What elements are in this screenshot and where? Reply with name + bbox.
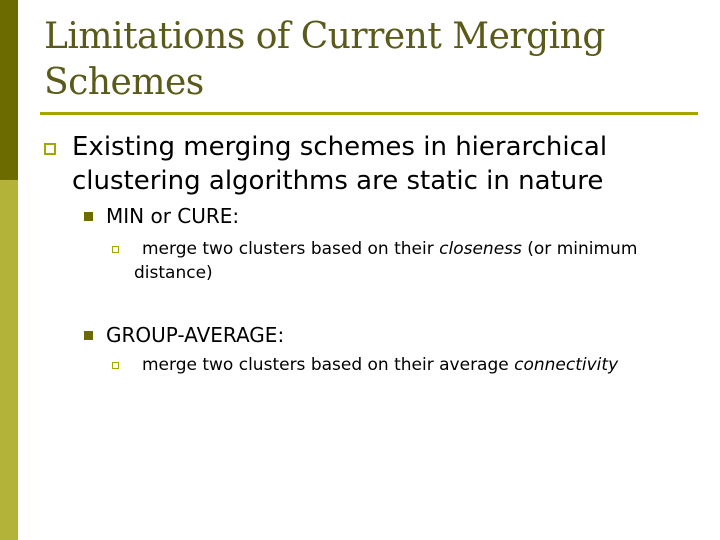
square-bullet-icon xyxy=(44,143,56,155)
detail-text: merge two clusters based on their xyxy=(142,239,440,259)
small-square-bullet-icon xyxy=(112,246,119,253)
detail-text: (or minimum distance) xyxy=(134,239,638,283)
filled-square-bullet-icon xyxy=(84,331,93,340)
detail-text: merge two clusters based on their average xyxy=(142,355,515,375)
sub-detail-connectivity xyxy=(134,353,694,377)
sub-bullet-min-cure: MIN or CURE: xyxy=(106,204,240,228)
slide-title: Limitations of Current Merging Schemes xyxy=(44,16,605,103)
filled-square-bullet-icon xyxy=(84,212,93,221)
side-accent-bar-bottom xyxy=(0,180,18,540)
detail-emphasis: closeness xyxy=(439,239,522,259)
small-square-bullet-icon xyxy=(112,362,119,369)
detail-emphasis: connectivity xyxy=(514,355,619,375)
sub-bullet-group-average: GROUP-AVERAGE: xyxy=(106,323,285,347)
sub-detail-closeness xyxy=(134,237,694,285)
side-accent-bar-top xyxy=(0,0,18,180)
title-divider xyxy=(40,112,698,115)
main-bullet-text: Existing merging schemes in hierarchical clustering algorithms are static in nature xyxy=(72,132,608,196)
